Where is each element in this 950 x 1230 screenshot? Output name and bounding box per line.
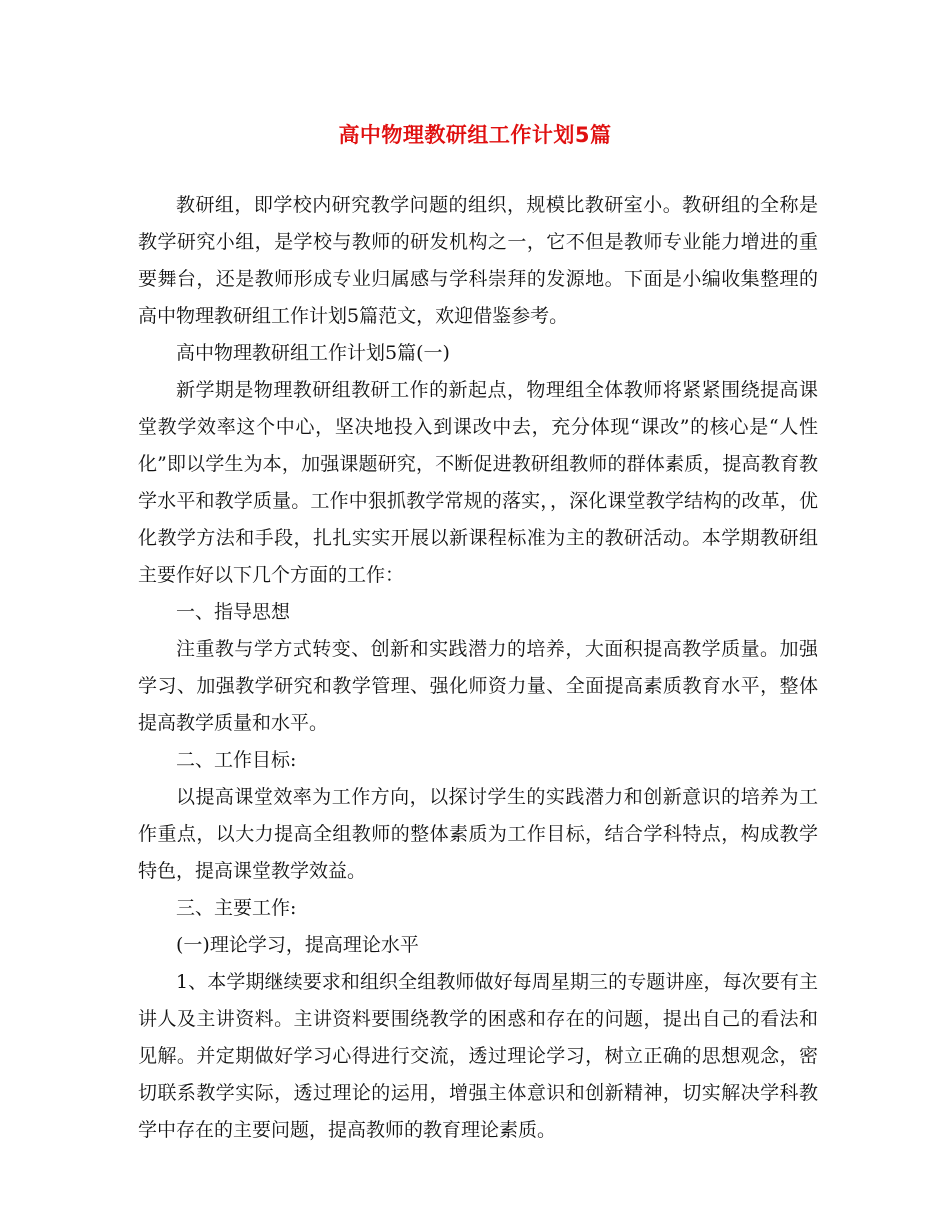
heading-guiding-ideology: 一、指导思想 <box>176 601 291 623</box>
heading-main-work: 三、主要工作: <box>176 897 297 919</box>
document-title: 高中物理教研组工作计划5篇 <box>338 123 612 147</box>
paragraph-intro: 教研组，即学校内研究教学问题的组织，规模比教研室小。教研组的全称是教学研究小组，是学校与教师的研发机构之一，它不但是教师专业能力增进的重要舞台，还是教师形成专业归属感与学科崇拜的发源地。下面是小编收集整理的高中物理教研组工作计划5篇范文，欢迎借鉴参考。 <box>138 194 818 327</box>
paragraph-work-goals: 以提高课堂效率为工作方向，以探讨学生的实践潜力和创新意识的培养为工作重点，以大力提高全组教师的整体素质为工作目标，结合学科特点，构成教学特色，提高课堂教学效益。 <box>138 786 818 882</box>
paragraph-section-heading: 高中物理教研组工作计划5篇(一) <box>176 342 450 364</box>
heading-work-goals: 二、工作目标: <box>176 749 297 771</box>
paragraph-guiding-ideology: 注重教与学方式转变、创新和实践潜力的培养，大面积提高教学质量。加强学习、加强教学研究和教学管理、强化师资力量、全面提高素质教育水平，整体提高教学质量和水平。 <box>138 638 818 734</box>
heading-theory-study: (一)理论学习，提高理论水平 <box>176 934 419 956</box>
document-body <box>138 187 818 1149</box>
paragraph-new-semester: 新学期是物理教研组教研工作的新起点，物理组全体教师将紧紧围绕提高课堂教学效率这个中心，坚决地投入到课改中去，充分体现“课改”的核心是“人性化”即以学生为本，加强课题研究，不断促进教研组教师的群体素质，提高教育教学水平和教学质量。工作中狠抓教学常规的落实，，深化课堂教学结构的改革，优化教学方法和手段，扎扎实实开展以新课程标准为主的教研活动。本学期教研组主要作好以下几个方面的工作： <box>138 379 818 586</box>
paragraph-item-1: 1、本学期继续要求和组织全组教师做好每周星期三的专题讲座，每次要有主讲人及主讲资料。主讲资料要围绕教学的困惑和存在的问题，提出自己的看法和见解。并定期做好学习心得进行交流，透过理论学习，树立正确的思想观念，密切联系教学实际，透过理论的运用，增强主体意识和创新精神，切实解决学科教学中存在的主要问题，提高教师的教育理论素质。 <box>138 971 818 1141</box>
